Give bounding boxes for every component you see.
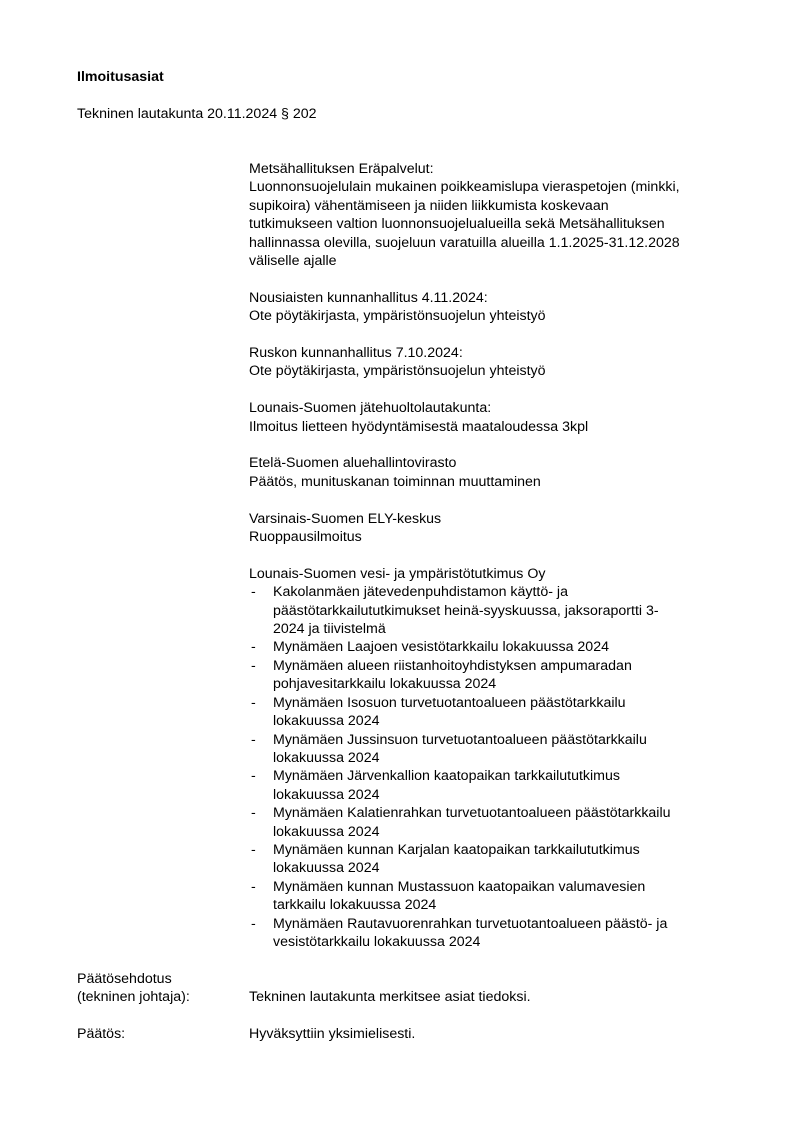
notice-block (249, 160, 739, 270)
dash-bullet: - (251, 694, 256, 711)
decision-label: Päätös: (77, 1026, 126, 1042)
list-item (249, 583, 739, 638)
list-item (249, 657, 739, 694)
notice-line: väliselle ajalle (249, 253, 337, 270)
dash-bullet: - (251, 584, 256, 601)
notices-column (249, 160, 739, 970)
list-item (249, 731, 739, 768)
list-item (249, 841, 739, 878)
list-item (249, 878, 739, 915)
dash-bullet: - (251, 768, 256, 785)
notice-line: Ote pöytäkirjasta, ympäristönsuojelun yhteistyö (249, 308, 546, 325)
list-item-text: Mynämäen Isosuon turvetuotantoalueen päästötarkkailu lokakuussa 2024 (273, 694, 626, 730)
list-item (249, 767, 739, 804)
document-title: Ilmoitusasiat (77, 69, 164, 85)
list-item-text: Mynämäen Kalatienrahkan turvetuotantoalueen päästötarkkailu lokakuussa 2024 (273, 805, 671, 840)
decision-text: Hyväksyttiin yksimielisesti. (249, 1026, 416, 1042)
notice-line: Ilmoitus lietteen hyödyntämisestä maataloudessa 3kpl (249, 418, 589, 435)
notice-line: Luonnonsuojelulain mukainen poikkeamislupa vieraspetojen (minkki, (249, 179, 680, 196)
notice-sender: Metsähallituksen Eräpalvelut: (249, 161, 434, 177)
proposal-label-line: Päätösehdotus (77, 971, 172, 987)
dash-bullet: - (251, 731, 256, 748)
notice-sender: Etelä-Suomen aluehallintovirasto (249, 455, 457, 472)
document-subtitle: Tekninen lautakunta 20.11.2024 § 202 (77, 106, 317, 122)
list-item (249, 915, 739, 952)
list-item-text: Mynämäen Laajoen vesistötarkkailu lokakuussa 2024 (273, 639, 609, 656)
dash-bullet: - (251, 915, 256, 932)
proposal-label-line: (tekninen johtaja): (77, 989, 190, 1006)
notice-sender: Lounais-Suomen vesi- ja ympäristötutkimus Oy (249, 565, 546, 582)
notice-line: Ruoppausilmoitus (249, 529, 362, 546)
notice-block (249, 289, 739, 326)
notice-line: supikoira) vähentämiseen ja niiden liikkumista koskevaan (249, 197, 609, 214)
notice-sender: Ruskon kunnanhallitus 7.10.2024: (249, 345, 463, 362)
list-item-text: Mynämäen Jussinsuon turvetuotantoalueen päästötarkkailu lokakuussa 2024 (273, 731, 647, 766)
dash-bullet: - (251, 639, 256, 656)
proposal-label (77, 970, 190, 1007)
notice-line: tutkimukseen valtion luonnonsuojelualueilla sekä Metsähallituksen (249, 216, 665, 233)
proposal-text: Tekninen lautakunta merkitsee asiat tiedoksi. (249, 989, 531, 1006)
notice-list-block (249, 565, 739, 952)
notice-block (249, 344, 739, 381)
notice-line: Ote pöytäkirjasta, ympäristönsuojelun yhteistyö (249, 363, 546, 380)
notice-sender: Lounais-Suomen jätehuoltolautakunta: (249, 400, 492, 417)
list-item-text: Mynämäen kunnan Mustassuon kaatopaikan valumavesien tarkkailu lokakuussa 2024 (273, 878, 646, 914)
list-item (249, 694, 739, 731)
notice-sender: Varsinais-Suomen ELY-keskus (249, 510, 442, 527)
dash-bullet: - (251, 878, 256, 895)
dash-bullet: - (251, 657, 256, 674)
notice-block (249, 510, 739, 547)
notice-block (249, 399, 739, 436)
list-item-text: Mynämäen Rautavuorenrahkan turvetuotantoalueen päästö- ja vesistötarkkailu lokakuussa 2024 (273, 915, 668, 950)
list-item-text: Kakolanmäen jätevedenpuhdistamon käyttö- ja päästötarkkailututkimukset heinä-syyskuussa, jaksoraportti 3- 2024 ja tiivistelmä (273, 584, 659, 638)
notice-line: hallinnassa olevilla, suojeluun varatuilla alueilla 1.1.2025-31.12.2028 (249, 234, 680, 251)
list-item (249, 804, 739, 841)
notice-sender: Nousiaisten kunnanhallitus 4.11.2024: (249, 289, 488, 306)
notice-block (249, 454, 739, 491)
list-item (249, 638, 739, 656)
notice-line: Päätös, munituskanan toiminnan muuttaminen (249, 473, 541, 490)
list-item-text: Mynämäen alueen riistanhoitoyhdistyksen ampumaradan pohjavesitarkkailu lokakuussa 2024 (273, 657, 632, 693)
dash-bullet: - (251, 805, 256, 822)
dash-bullet: - (251, 841, 256, 858)
list-item-text: Mynämäen Järvenkallion kaatopaikan tarkkailututkimus lokakuussa 2024 (273, 768, 620, 803)
report-list (249, 583, 739, 951)
list-item-text: Mynämäen kunnan Karjalan kaatopaikan tarkkailututkimus lokakuussa 2024 (273, 841, 640, 877)
